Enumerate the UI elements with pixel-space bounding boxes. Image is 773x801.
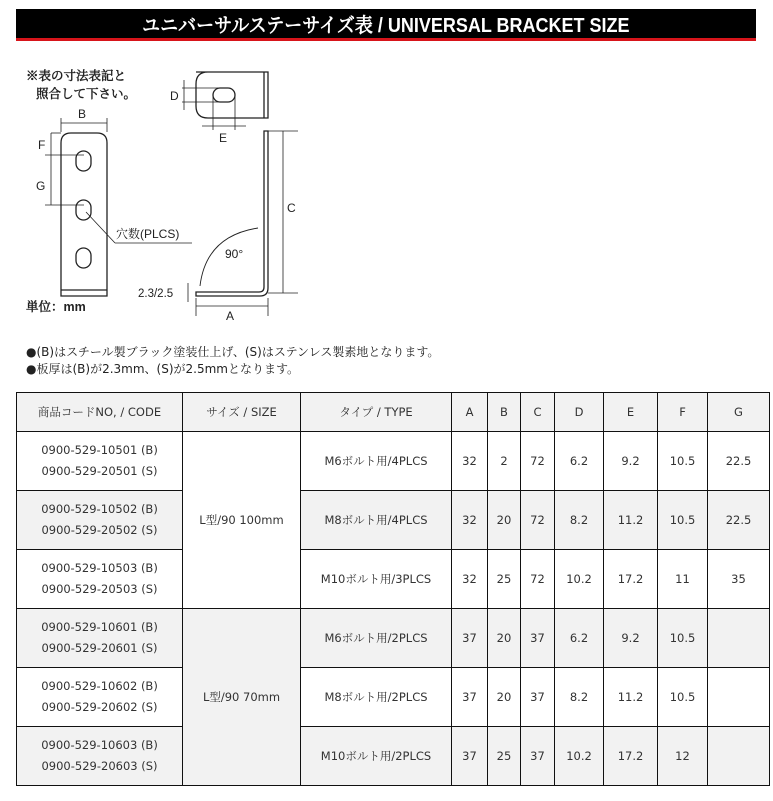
dim-c-cell: 72	[521, 432, 555, 491]
dim-g-cell	[708, 609, 770, 668]
dim-b-cell: 20	[488, 668, 521, 727]
type-cell: M10ボルト用/2PLCS	[301, 727, 452, 786]
bracket-top-view-icon	[182, 72, 268, 130]
dim-f-cell: 10.5	[658, 609, 708, 668]
code-cell: 0900-529-10502 (B) 0900-529-20502 (S)	[17, 491, 183, 550]
dim-d-cell: 6.2	[555, 432, 604, 491]
table-row	[17, 491, 770, 550]
dim-a-cell: 37	[452, 668, 488, 727]
col-header-g: G	[708, 393, 770, 432]
plate-front-view-icon	[45, 118, 192, 296]
bracket-side-view-icon	[188, 131, 298, 316]
thickness-label: 2.3/2.5	[138, 288, 174, 300]
dim-g-cell: 22.5	[708, 432, 770, 491]
col-header-code: 商品コードNO, / CODE	[17, 393, 183, 432]
type-cell: M10ボルト用/3PLCS	[301, 550, 452, 609]
type-cell: M6ボルト用/4PLCS	[301, 432, 452, 491]
dim-g-cell: 35	[708, 550, 770, 609]
dim-b-cell: 20	[488, 491, 521, 550]
dim-label-e: E	[219, 131, 228, 145]
bracket-diagram	[0, 50, 320, 330]
hole-count-label: 穴数(PLCS)	[116, 227, 180, 241]
size-cell: L型/90 70mm	[183, 609, 301, 786]
dim-e-cell: 11.2	[604, 491, 658, 550]
col-header-b: B	[488, 393, 521, 432]
col-header-d: D	[555, 393, 604, 432]
dim-d-cell: 10.2	[555, 550, 604, 609]
dim-c-cell: 37	[521, 727, 555, 786]
title-bar	[16, 9, 756, 41]
dim-e-cell: 17.2	[604, 550, 658, 609]
col-header-c: C	[521, 393, 555, 432]
note-finish: ●(B)はスチール製ブラック塗装仕上げ、(S)はステンレス製素地となります。	[26, 345, 440, 359]
dim-f-cell: 12	[658, 727, 708, 786]
dim-f-cell: 11	[658, 550, 708, 609]
dim-c-cell: 72	[521, 550, 555, 609]
dim-a-cell: 37	[452, 727, 488, 786]
notes	[26, 344, 439, 378]
dim-a-cell: 32	[452, 550, 488, 609]
col-header-e: E	[604, 393, 658, 432]
size-cell: L型/90 100mm	[183, 432, 301, 609]
table-row	[17, 727, 770, 786]
dim-label-g: G	[36, 179, 46, 193]
dim-d-cell: 8.2	[555, 491, 604, 550]
dim-g-cell: 22.5	[708, 491, 770, 550]
dim-a-cell: 32	[452, 491, 488, 550]
type-cell: M8ボルト用/4PLCS	[301, 491, 452, 550]
page-title: ユニバーサルステーサイズ表 / UNIVERSAL BRACKET SIZE	[142, 15, 630, 37]
dim-b-cell: 20	[488, 609, 521, 668]
dim-b-cell: 25	[488, 550, 521, 609]
col-header-f: F	[658, 393, 708, 432]
code-cell: 0900-529-10603 (B) 0900-529-20603 (S)	[17, 727, 183, 786]
type-cell: M8ボルト用/2PLCS	[301, 668, 452, 727]
code-cell: 0900-529-10503 (B) 0900-529-20503 (S)	[17, 550, 183, 609]
dim-a-cell: 32	[452, 432, 488, 491]
col-header-type: タイプ / TYPE	[301, 393, 452, 432]
dim-c-cell: 37	[521, 609, 555, 668]
dim-d-cell: 6.2	[555, 609, 604, 668]
dim-f-cell: 10.5	[658, 432, 708, 491]
code-cell: 0900-529-10602 (B) 0900-529-20602 (S)	[17, 668, 183, 727]
dim-b-cell: 2	[488, 432, 521, 491]
col-header-size: サイズ / SIZE	[183, 393, 301, 432]
bracket-size-table	[16, 392, 770, 786]
dim-f-cell: 10.5	[658, 491, 708, 550]
dim-e-cell: 9.2	[604, 432, 658, 491]
dim-c-cell: 72	[521, 491, 555, 550]
angle-label: 90°	[225, 247, 244, 261]
dim-c-cell: 37	[521, 668, 555, 727]
dim-f-cell: 10.5	[658, 668, 708, 727]
table-row	[17, 432, 770, 491]
dim-e-cell: 11.2	[604, 668, 658, 727]
dim-d-cell: 8.2	[555, 668, 604, 727]
dim-b-cell: 25	[488, 727, 521, 786]
dim-g-cell	[708, 668, 770, 727]
col-header-a: A	[452, 393, 488, 432]
dim-label-b: B	[78, 107, 87, 121]
table-row	[17, 609, 770, 668]
unit-label: 単位：mm	[26, 300, 86, 314]
note-thickness: ●板厚は(B)が2.3mm、(S)が2.5mmとなります。	[26, 362, 300, 376]
dim-label-a: A	[226, 309, 235, 323]
table-header-row	[17, 393, 770, 432]
dim-g-cell	[708, 727, 770, 786]
code-cell: 0900-529-10501 (B) 0900-529-20501 (S)	[17, 432, 183, 491]
dim-label-d: D	[170, 89, 179, 103]
type-cell: M6ボルト用/2PLCS	[301, 609, 452, 668]
table-row	[17, 550, 770, 609]
code-cell: 0900-529-10601 (B) 0900-529-20601 (S)	[17, 609, 183, 668]
table-row	[17, 668, 770, 727]
dim-label-f: F	[38, 138, 46, 152]
dim-a-cell: 37	[452, 609, 488, 668]
diagram-note-line1: ※表の寸法表記と	[26, 69, 127, 83]
dim-e-cell: 9.2	[604, 609, 658, 668]
diagram-note-line2: 照合して下さい。	[36, 87, 137, 101]
dim-label-c: C	[287, 201, 296, 215]
dim-e-cell: 17.2	[604, 727, 658, 786]
dim-d-cell: 10.2	[555, 727, 604, 786]
